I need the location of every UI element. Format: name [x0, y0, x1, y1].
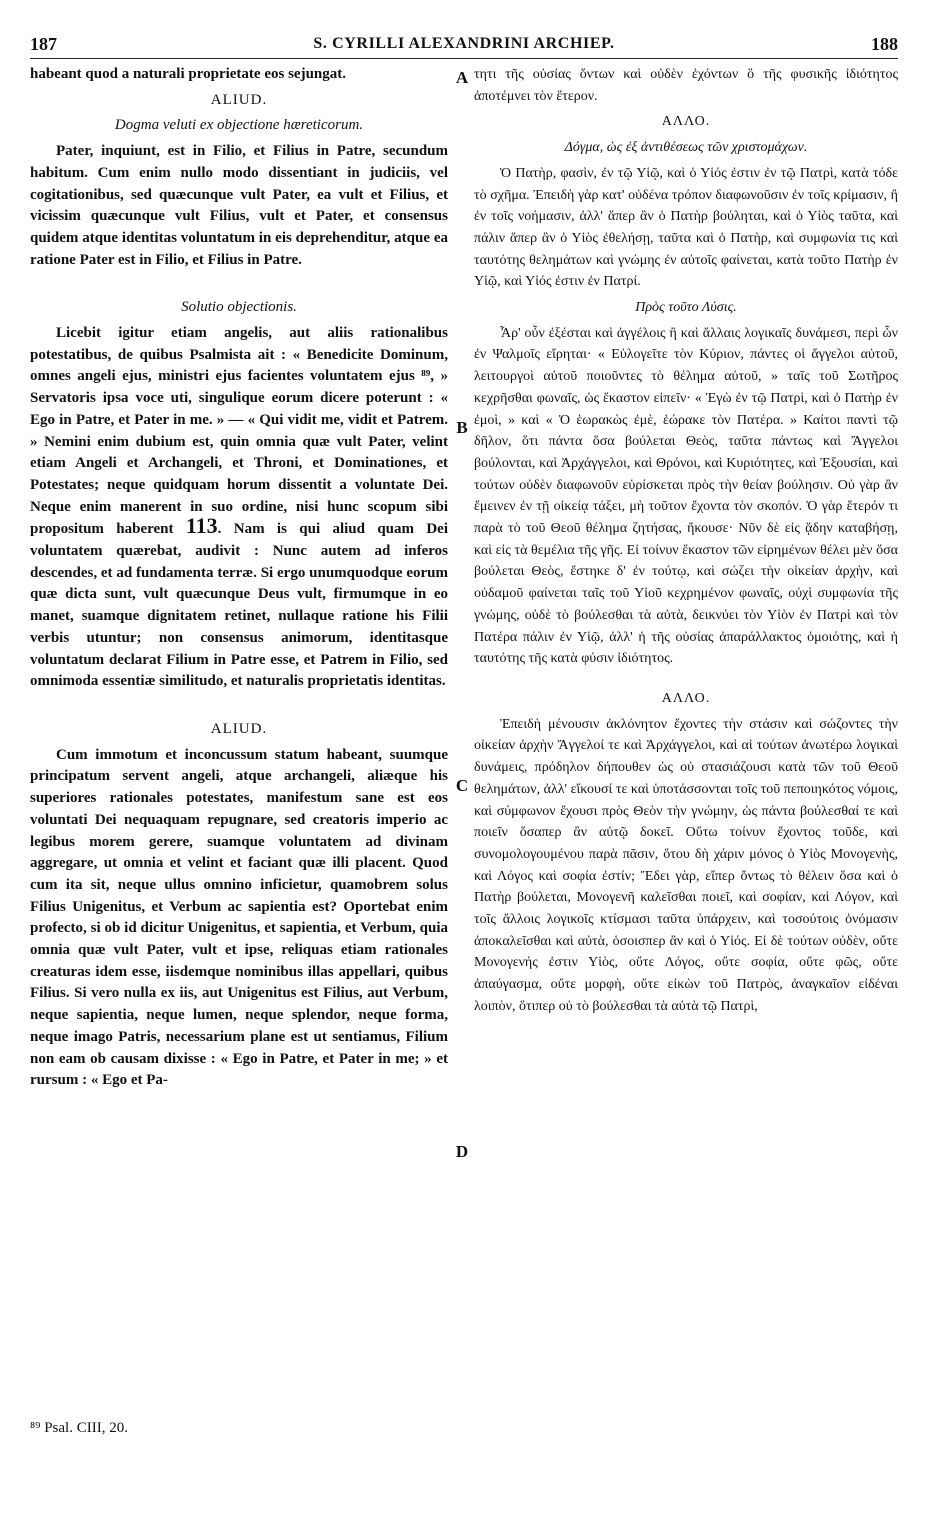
latin-solutio-text-a: Licebit igitur etiam angelis, aut aliis rationalibus potestatibus, de quibus Psalmista ait : « Benedicite Dominum, omnes angeli ejus, ministri ejus facientes voluntatem ejus ⁸⁹, » Servatoris ipsa voce uti, singulique eorum dicere poterunt : « Ego in Patre, et Pater in me. » — « Qui vidit me, vidit et Patrem. » Nemini enim dubium est, quin omnia quæ vult Pater, velint etiam Angeli et Archangeli, et Throni, et Dominationes, et Potestates; neque quidquam horum dissentit a voluntate Dei. Neque enim manerent in suo ordine, nisi hunc scopum sibi propositum haberent — [30, 325, 448, 538]
margin-marker-c: C — [455, 776, 469, 795]
margin-marker-a: A — [455, 68, 469, 87]
column-number: 113 — [185, 513, 218, 539]
margin-marker-b: B — [456, 418, 468, 437]
latin-column — [30, 64, 448, 1092]
latin-subheading-dogma: Dogma veluti ex objectione hæreticorum. — [114, 117, 364, 134]
latin-paragraph-dogma: Pater, inquiunt, est in Filio, et Filius in Patre, secundum habitum. Cum enim nullo modo dissentiant in judiciis, vel cogitationibus, sed quæcunque vult Pater, ea vult et Filius, et vicissim quæcunque vult Filius, vult et Pater, et consensus quidem atque identitas voluntatum in eis deprehenditur, atque ea ratione Pater est in Filio, et Filius in Patre. — [30, 143, 448, 268]
latin-heading-aliud-1: ALIUD. — [210, 91, 268, 108]
running-header — [30, 34, 898, 59]
latin-solutio-text-b: . Nam is qui aliud quam Dei voluntatem quærebat, audivit : Nunc autem ad inferos descendes, et ad fundamenta terræ. Si ergo unumquodque eorum quæ dicta sunt, vult quæcunque Deus vult, firmumque in eo manet, suamque dignitatem retinet, nullaque ratione his Filii verbis utuntur; non consensus animorum, identitasque voluntatum declarat Filium in Patre esse, et Patrem in Filio, sed omnimoda essentiæ similitudo, et naturalis proprietatis identitas. — [30, 521, 449, 690]
latin-paragraph-solutio — [30, 323, 448, 693]
greek-subheading-dogma: Δόγμα, ὡς ἐξ ἀντιθέσεως τῶν χριστομάχων. — [564, 140, 808, 156]
latin-heading-aliud-2: ALIUD. — [210, 720, 268, 737]
greek-paragraph-dogma: Ὁ Πατὴρ, φασὶν, ἐν τῷ Υἱῷ, καὶ ὁ Υἱός ἐστιν ἐν τῷ Πατρὶ, κατὰ τόδε τὸ σχῆμα. Ἐπειδὴ γὰρ κατ' οὐδένα τρόπον διαφωνοῦσιν ἐν τοῖς κρίμασιν, ἢ ἐν τοῖς νοήμασιν, ἀλλ' ἅπερ ἂν ὁ Πατὴρ βούληται, καὶ ὁ Υἱὸς ταῦτα, καὶ πάλιν ἅπερ ἂν ὁ Υἱὸς ἐθελήσῃ, ταῦτα καὶ ὁ Πατὴρ, καὶ συμφωνία τις καὶ ταυτότης θελημάτων καὶ γνώμης ἐν αὐτοῖς φαίνεται, κατὰ τοῦτο Πατὴρ ἐν Υἱῷ, καὶ Υἱός ἐστιν ἐν Πατρί. — [474, 165, 898, 290]
running-title: S. CYRILLI ALEXANDRINI ARCHIEP. — [313, 35, 615, 52]
greek-column — [474, 64, 898, 1018]
greek-heading-allo-1: ΑΛΛΟ. — [661, 114, 711, 130]
greek-opening: τητι τῆς οὐσίας ὄντων καὶ οὐδὲν ἐχόντων ὃ τῆς φυσικῆς ἰδιότητος ἀποτέμνει τὸν ἕτερον. — [474, 67, 898, 104]
greek-paragraph-allo: Ἐπειδὴ μένουσιν ἀκλόνητον ἔχοντες τὴν στάσιν καὶ σώζοντες τὴν οἰκείαν ἀρχὴν Ἄγγελοί τε καὶ Ἀρχάγγελοι, καὶ αἱ τούτων ἀνωτέρω λογικαὶ δυνάμεις, πρόδηλον δήπουθεν ὡς οὐ στασιάζουσι κατὰ τῶν τοῦ Θεοῦ θελημάτων, ἀλλ' εἴκουσί τε καὶ ὑποτάσσονται τοῖς τοῦ πεποιηκότος νόμοις, καὶ σύμφωνον ἔχουσι πρὸς Θεὸν τὴν γνώμην, ὡς πάντα βούλεσθαί τε καὶ ποιεῖν ὅσαπερ ἂν αὐτῷ δοκεῖ. Οὕτω τοίνυν ἔχοντος τοῦδε, καὶ συνομολογουμένου παρὰ πᾶσιν, ὅτου δὴ χάριν μόνος ὁ Υἱὸς Μονογενὴς, καὶ Λόγος καὶ σοφία ἐστίν; Ἔδει γὰρ, εἴπερ ὄντως τὸ θέλειν ὅσα καὶ ὁ Πατὴρ βούλεται, Μονογενῆ καλεῖσθαι ποιεῖ, καὶ σοφίαν, καὶ Λόγον, καὶ τοῖς ἄλλοις λογικοῖς κτίσμασι ταῦτα ὑπάρχειν, καὶ τοσούτοις ὀνόμασιν ἀποκαλεῖσθαι καὶ αὐτὰ, ὁσοισπερ ἂν καὶ ὁ Υἱός. Εἰ δὲ τούτων οὐδὲν, οὔτε Μονογενής ἐστιν Υἱὸς, οὔτε Λόγος, οὔτε σοφία, οὔτε φῶς, οὔτε ἀπαύγασμα, οὔτε μορφὴ, οὔτε εἰκὼν τοῦ Πατρὸς, ἀναγκαῖον εἰδέναι λοιπὸν, ὅτιπερ οὐ τὸ βούλεσθαι τὰ αὐτὰ τῷ Πατρὶ, — [474, 716, 898, 1014]
latin-paragraph-aliud: Cum immotum et inconcussum statum habeant, suumque principatum servent angeli, atque archangeli, aliæque his superiores rationales potestates, manifestum sane est eos voluntati Dei nequaquam repugnare, sed creatoris imperio ac legibus morem gerere, suamque voluntatem ad divinam aggregare, ut omnia et velint et faciant quæ illi placent. Quod cum ita sit, neque ullus omnino inficietur, quamobrem solus Filius Unigenitus, et Verbum ac sapientia est? Oportebat enim profecto, si ob id dicitur Unigenitus, et sapientia, et Verbum, quia omnia quæ vult Pater, vult et ipse, reliquas etiam rationales creaturas idem esse, iisdemque nominibus illas appellari, quibus Filius. Si vero nulla ex iis, aut Unigenitus est Filius, aut Verbum, neque sapientia, neque lumen, neque splendor, neque forma, neque imago Patris, necessarium plane est ut sentiamus, Filium non eam ob causam dixisse : « Ego in Patre, et Pater in me; » et rursum : « Ego et Pa- — [30, 746, 448, 1089]
greek-subheading-lysis: Πρὸς τοῦτο Λύσις. — [635, 300, 737, 316]
page-number-left: 187 — [30, 34, 57, 54]
margin-marker-d: D — [455, 1142, 469, 1161]
greek-heading-allo-2: ΑΛΛΟ. — [661, 690, 711, 706]
footnote: ⁸⁹ Psal. CIII, 20. — [30, 1420, 128, 1436]
latin-subheading-solutio: Solutio objectionis. — [181, 299, 297, 316]
latin-opening: habeant quod a naturali proprietate eos sejungat. — [30, 66, 346, 82]
greek-paragraph-lysis: Ἆρ' οὖν ἐξέσται καὶ ἀγγέλοις ἢ καὶ ἄλλαις λογικαῖς δυνάμεσι, περὶ ὧν ἐν Ψαλμοῖς εἴρηται· « Εὐλογεῖτε τὸν Κύριον, πάντες οἱ ἄγγελοι αὐτοῦ, λειτουργοὶ αὐτοῦ ποιοῦντες τὸ θέλημα αὐτοῦ, » ταῖς τοῦ Σωτῆρος κεχρῆσθαι φωναῖς, ὡς ἕκαστον εἰπεῖν· « Ἐγὼ ἐν τῷ Πατρὶ, καὶ ὁ Πατὴρ ἐν ἐμοὶ, » καὶ « Ὁ ἑωρακὼς ἐμὲ, ἑώρακε τὸν Πατέρα. » Καίτοι παντὶ τῷ δῆλον, ὅτι πάντα ὅσα βούλεται Θεὸς, ταῦτα πάντως καὶ Ἄγγελοι βούλονται, καὶ Ἀρχάγγελοι, καὶ Θρόνοι, καὶ Κυριότητες, καὶ Ἐξουσίαι, καὶ τούτων οὐδὲν διαφωνοῦν εὑρίσκεται πρὸς τὴν θείαν βούλησιν. Οὐ γὰρ ἂν ἔμεινεν ἐν τῇ οἰκείᾳ τάξει, μὴ τοῦτον ἔχοντα τὸν σκοπόν. Ὁ γὰρ ἕτερόν τι παρὰ τὸ τοῦ Θεοῦ θέλημα ζητήσας, ἤκουσε· Νῦν δὲ εἰς ᾅδην καταβήσῃ, καὶ εἰς τὰ θεμέλια τῆς γῆς. Εἰ τοίνυν ἕκαστον τῶν εἰρημένων θέλει μὲν ὅσα βούλεται Θεὸς, ἕστηκε δ' ἐν τούτῳ, καὶ σώζει τὴν οἰκείαν ἀρχὴν, καὶ οὐδαμοῦ φαίνεται ταῖς τοῦ Υἱοῦ κεχρημένον φωναῖς, οὐχὶ συμφωνία τῆς γνώμης, οὐδὲ τὸ βούλεσθαι τὰ αὐτὰ, δεικνύει τὸν Υἱὸν ἐν Πατρὶ καὶ τὸν Πατέρα πάλιν ἐν Υἱῷ, ἀλλ' ἡ τῆς οὐσίας ἀπαράλλακτος ὁμοιότης, καὶ ἡ ταυτότης τῆς κατὰ φύσιν ἰδιότητος. — [474, 325, 898, 667]
page-number-right: 188 — [871, 34, 898, 54]
